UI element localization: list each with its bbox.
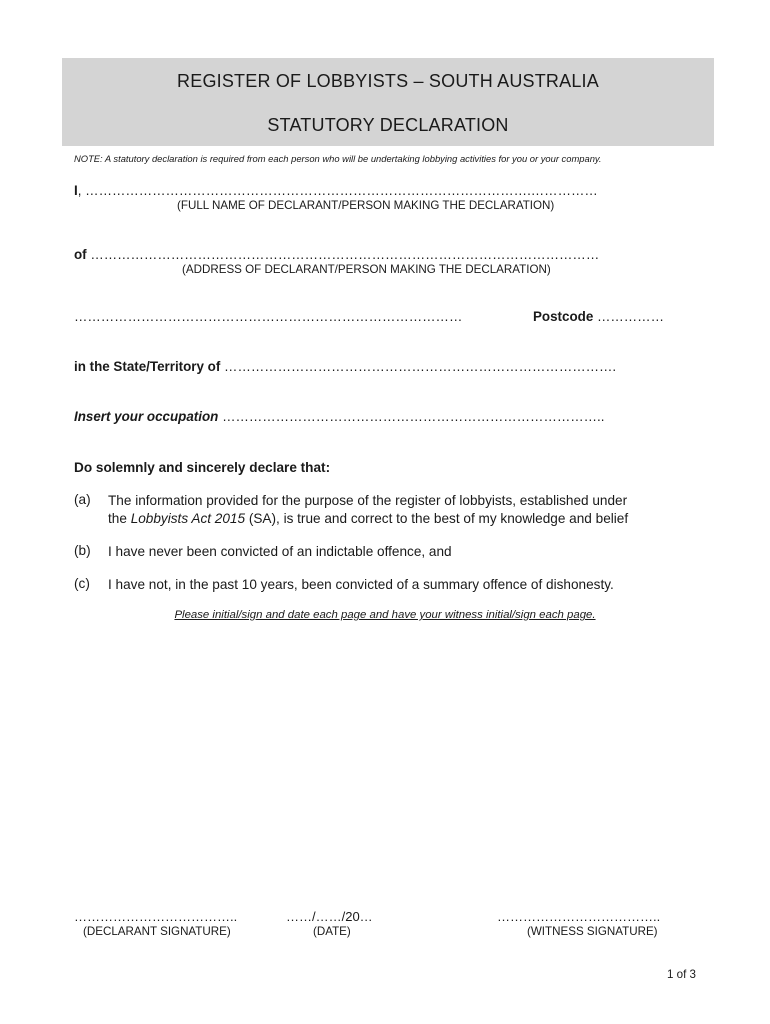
item-marker: (b): [74, 543, 91, 558]
postcode-dots: ……………: [593, 309, 664, 324]
item-line: [108, 510, 708, 528]
item-line-part: (SA), is true and correct to the best of my knowledge and belief: [245, 511, 629, 526]
address-dots: ……………………………………………………………………………………………………: [86, 247, 600, 262]
act-title: Lobbyists Act 2015: [130, 511, 246, 526]
item-line-part: the: [108, 511, 131, 526]
address-prefix: of: [74, 247, 87, 262]
occupation-label: Insert your occupation: [74, 409, 219, 424]
declarant-signature-field[interactable]: ………………………………..: [74, 909, 238, 924]
occupation-field[interactable]: [74, 409, 604, 424]
declaration-intro: Do solemnly and sincerely declare that:: [74, 460, 331, 475]
address-line2-field[interactable]: [74, 309, 462, 324]
item-text: I have not, in the past 10 years, been convicted of a summary offence of dishonesty.: [108, 577, 614, 592]
occupation-dots: …………………………………………………………………………..: [218, 409, 605, 424]
address-line2-dots: ……………………………………………………………………………: [74, 309, 463, 324]
address-caption: (ADDRESS OF DECLARANT/PERSON MAKING THE DECLARATION): [182, 263, 551, 276]
date-field[interactable]: ……/……/20…: [286, 909, 373, 924]
document-subtitle: STATUTORY DECLARATION: [267, 115, 509, 135]
full-name-dots: , ……………………………………………………………………………………….……………: [77, 183, 598, 198]
sign-reminder: Please initial/sign and date each page and have your witness initial/sign each page.: [174, 609, 596, 621]
item-text: I have never been convicted of an indictable offence, and: [108, 544, 452, 559]
state-field[interactable]: [74, 359, 616, 374]
note-text: NOTE: A statutory declaration is required from each person who will be undertaking lobbying activities for you or your company.: [74, 153, 602, 164]
witness-signature-field[interactable]: ………………………………..: [497, 909, 661, 924]
document-title: REGISTER OF LOBBYISTS – SOUTH AUSTRALIA: [177, 71, 599, 91]
state-dots: …………………………………………………………………………….: [220, 359, 617, 374]
page-number: 1 of 3: [666, 968, 696, 981]
header-banner: [62, 58, 714, 146]
item-text: [108, 492, 708, 528]
declarant-signature-caption: (DECLARANT SIGNATURE): [83, 925, 231, 938]
postcode-field[interactable]: [533, 309, 664, 324]
witness-signature-caption: (WITNESS SIGNATURE): [527, 925, 658, 938]
full-name-field[interactable]: [74, 183, 598, 198]
state-label: in the State/Territory of: [74, 359, 221, 374]
full-name-caption: (FULL NAME OF DECLARANT/PERSON MAKING THE DECLARATION): [177, 199, 555, 212]
item-marker: (c): [74, 576, 90, 591]
item-marker: (a): [74, 492, 91, 507]
full-name-prefix: I: [74, 183, 78, 198]
item-line: The information provided for the purpose of the register of lobbyists, established under: [108, 493, 628, 508]
postcode-label: Postcode: [533, 309, 594, 324]
address-field[interactable]: [74, 247, 599, 262]
date-caption: (DATE): [313, 925, 351, 938]
